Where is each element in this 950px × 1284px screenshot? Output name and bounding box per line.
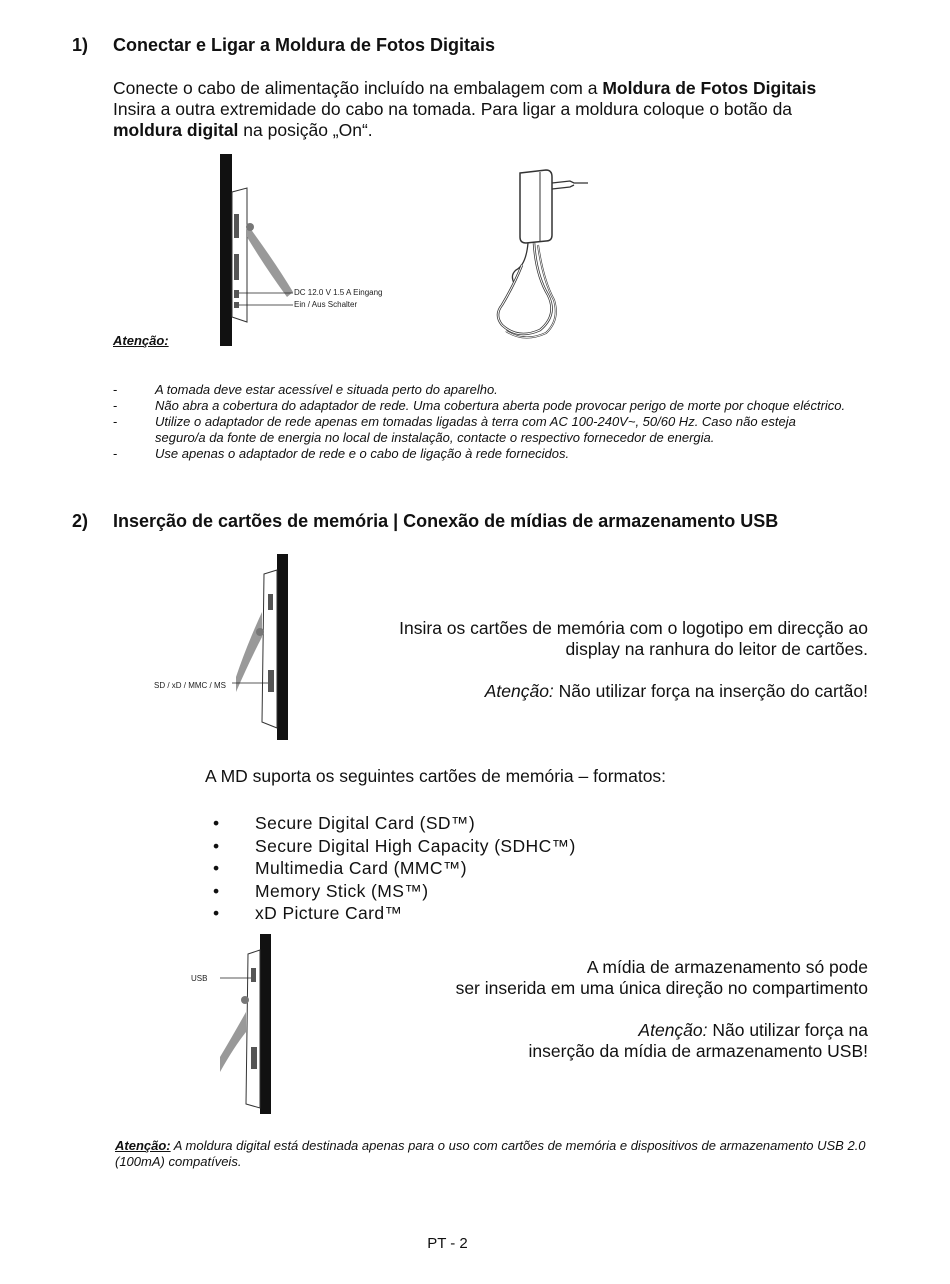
- section-2-title: Inserção de cartões de memória | Conexão de mídias de armazenamento USB: [113, 511, 779, 531]
- usb-instructions: A mídia de armazenamento só pode ser inserida em uma única direção no compartimento Atenção: Não utilizar força na inserção da mídia de armazenamento USB!: [455, 957, 868, 1061]
- warning-item: - Não abra a cobertura do adaptador de rede. Uma cobertura aberta pode provocar perigo de morte por choque eléctrico.: [113, 398, 846, 413]
- footer-note: Atenção: A moldura digital está destinada apenas para o uso com cartões de memória e dispositivos de armazenamento USB 2.0 (100mA) compatíveis.: [115, 1138, 866, 1169]
- formats-list: [213, 812, 713, 925]
- section-2-number: 2): [72, 511, 89, 531]
- page-number: PT - 2: [427, 1235, 468, 1252]
- section-1-number: 1): [72, 35, 89, 55]
- section-1-title: Conectar e Ligar a Moldura de Fotos Digitais: [113, 35, 496, 55]
- usb-label: USB: [191, 974, 208, 983]
- list-item: • Secure Digital High Capacity (SDHC™): [213, 835, 576, 856]
- list-item: • Secure Digital Card (SD™): [213, 813, 476, 833]
- insert-card-instructions: Insira os cartões de memória com o logotipo em direcção ao display na ranhura do leitor de cartões. Atenção: Não utilizar força na inserção do cartão!: [399, 618, 868, 701]
- list-item: • xD Picture Card™: [213, 903, 403, 923]
- attention-label: Atenção:: [113, 333, 169, 348]
- diagram-label-power-switch: Ein / Aus Schalter: [294, 300, 358, 309]
- frame-side-diagram: [205, 152, 395, 352]
- power-adapter-image: [488, 165, 598, 340]
- usb-slot-diagram: [220, 932, 280, 1117]
- list-item: • Memory Stick (MS™): [213, 880, 429, 901]
- warning-item: - A tomada deve estar acessível e situada perto do aparelho.: [113, 382, 498, 397]
- card-slot-diagram: [232, 552, 297, 742]
- section-1-paragraph: Conecte o cabo de alimentação incluído na embalagem com a Moldura de Fotos Digitais Insira a outra extremidade do cabo na tomada. Para ligar a moldura coloque o botão da moldura digital na posição „On“.: [113, 78, 817, 140]
- warning-item: - Utilize o adaptador de rede apenas em tomadas ligadas à terra com AC 100-240V~, 50/60 Hz. Caso não esteja seguro/a da fonte de energia no local de instalação, contacte o respectivo fornecedor de energia.: [113, 414, 796, 445]
- formats-intro: A MD suporta os seguintes cartões de memória – formatos:: [205, 766, 667, 786]
- diagram-label-dc-input: DC 12.0 V 1.5 A Eingang: [294, 288, 383, 297]
- warning-list: [113, 382, 848, 462]
- card-slot-label: SD / xD / MMC / MS: [154, 681, 226, 690]
- list-item: • Multimedia Card (MMC™): [213, 858, 468, 878]
- warning-item: - Use apenas o adaptador de rede e o cabo de ligação à rede fornecidos.: [113, 446, 570, 461]
